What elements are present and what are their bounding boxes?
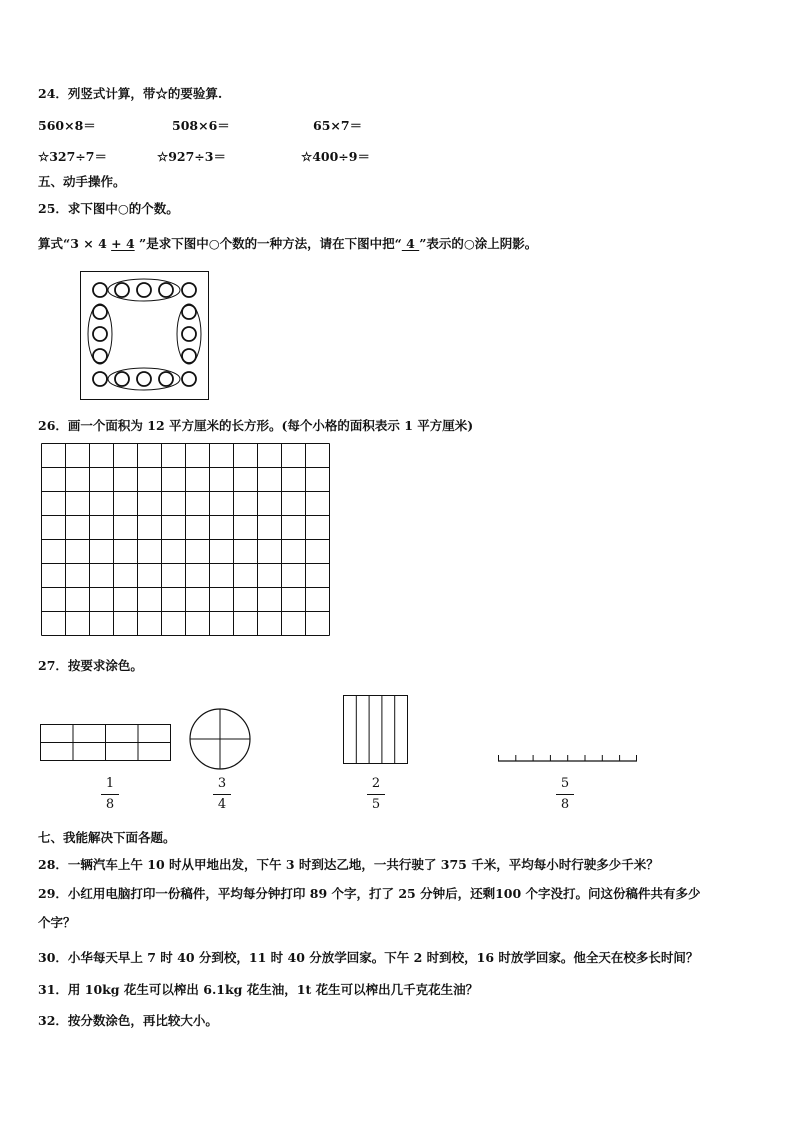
q26-title: 26．画一个面积为 12 平方厘米的长方形。(每个小格的面积表示 1 平方厘米) (38, 418, 474, 433)
q24-expr-2: 508×6＝ (172, 118, 230, 133)
fraction-bar (556, 794, 574, 795)
q29-text-line2: 个字？ (38, 915, 76, 930)
fraction-2-5 (361, 776, 391, 813)
fraction-bar (213, 794, 231, 795)
fraction-numerator: 2 (371, 776, 381, 791)
q27-rectangle-fifths[interactable] (343, 695, 409, 765)
section-5-heading: 五、动手操作。 (38, 174, 126, 189)
q24-title: 24．列竖式计算，带☆的要验算. (38, 86, 223, 101)
q25-title: 25．求下图中○的个数。 (38, 201, 179, 216)
q29-text-line1: 29．小红用电脑打印一份稿件，平均每分钟打印 89 个字，打了 25 分钟后，还剩100 个字没打。问这份稿件共有多少 (38, 886, 701, 901)
fraction-numerator: 1 (105, 776, 115, 791)
q25-circle-figure (80, 271, 210, 401)
q25-text-pre: 算式“3 × 4 (38, 236, 112, 251)
q24-expr-1: 560×8＝ (38, 118, 96, 133)
q25-text-four: 4 (401, 236, 420, 251)
fraction-5-8 (550, 776, 580, 813)
q27-segment-line[interactable] (498, 751, 638, 763)
q27-circle-quarters[interactable] (188, 707, 252, 771)
q31-text: 31．用 10kg 花生可以榨出 6.1kg 花生油，1t 花生可以榨出几千克花生油？ (38, 982, 479, 997)
fraction-1-8 (95, 776, 125, 813)
q24-expr-6: ☆400÷9＝ (301, 149, 370, 164)
q32-text: 32．按分数涂色，再比较大小。 (38, 1013, 218, 1028)
q24-expr-3: 65×7＝ (313, 118, 363, 133)
q27-rectangle-eighths[interactable] (40, 724, 172, 762)
fraction-denominator: 4 (217, 797, 227, 812)
q25-instruction (38, 234, 537, 252)
q26-square-grid[interactable] (41, 443, 331, 643)
fraction-bar (367, 794, 385, 795)
fraction-denominator: 5 (371, 797, 381, 812)
q27-title: 27．按要求涂色。 (38, 658, 143, 673)
q25-text-post: ”表示的○涂上阴影。 (419, 236, 538, 251)
q25-text-plus: + 4 (111, 236, 135, 251)
q28-text: 28．一辆汽车上午 10 时从甲地出发，下午 3 时到达乙地，一共行驶了 375 千米，平均每小时行驶多少千米？ (38, 857, 659, 872)
q24-expr-5: ☆927÷3＝ (157, 149, 226, 164)
fraction-denominator: 8 (560, 797, 570, 812)
fraction-bar (101, 794, 119, 795)
section-7-heading: 七、我能解决下面各题。 (38, 830, 176, 845)
fraction-denominator: 8 (105, 797, 115, 812)
fraction-numerator: 5 (560, 776, 570, 791)
q30-text: 30．小华每天早上 7 时 40 分到校，11 时 40 分放学回家。下午 2 时到校，16 时放学回家。他全天在校多长时间？ (38, 950, 699, 965)
fraction-3-4 (207, 776, 237, 813)
q24-expr-4: ☆327÷7＝ (38, 149, 107, 164)
fraction-numerator: 3 (217, 776, 227, 791)
q25-text-mid: ”是求下图中○个数的一种方法，请在下图中把“ (134, 236, 402, 251)
